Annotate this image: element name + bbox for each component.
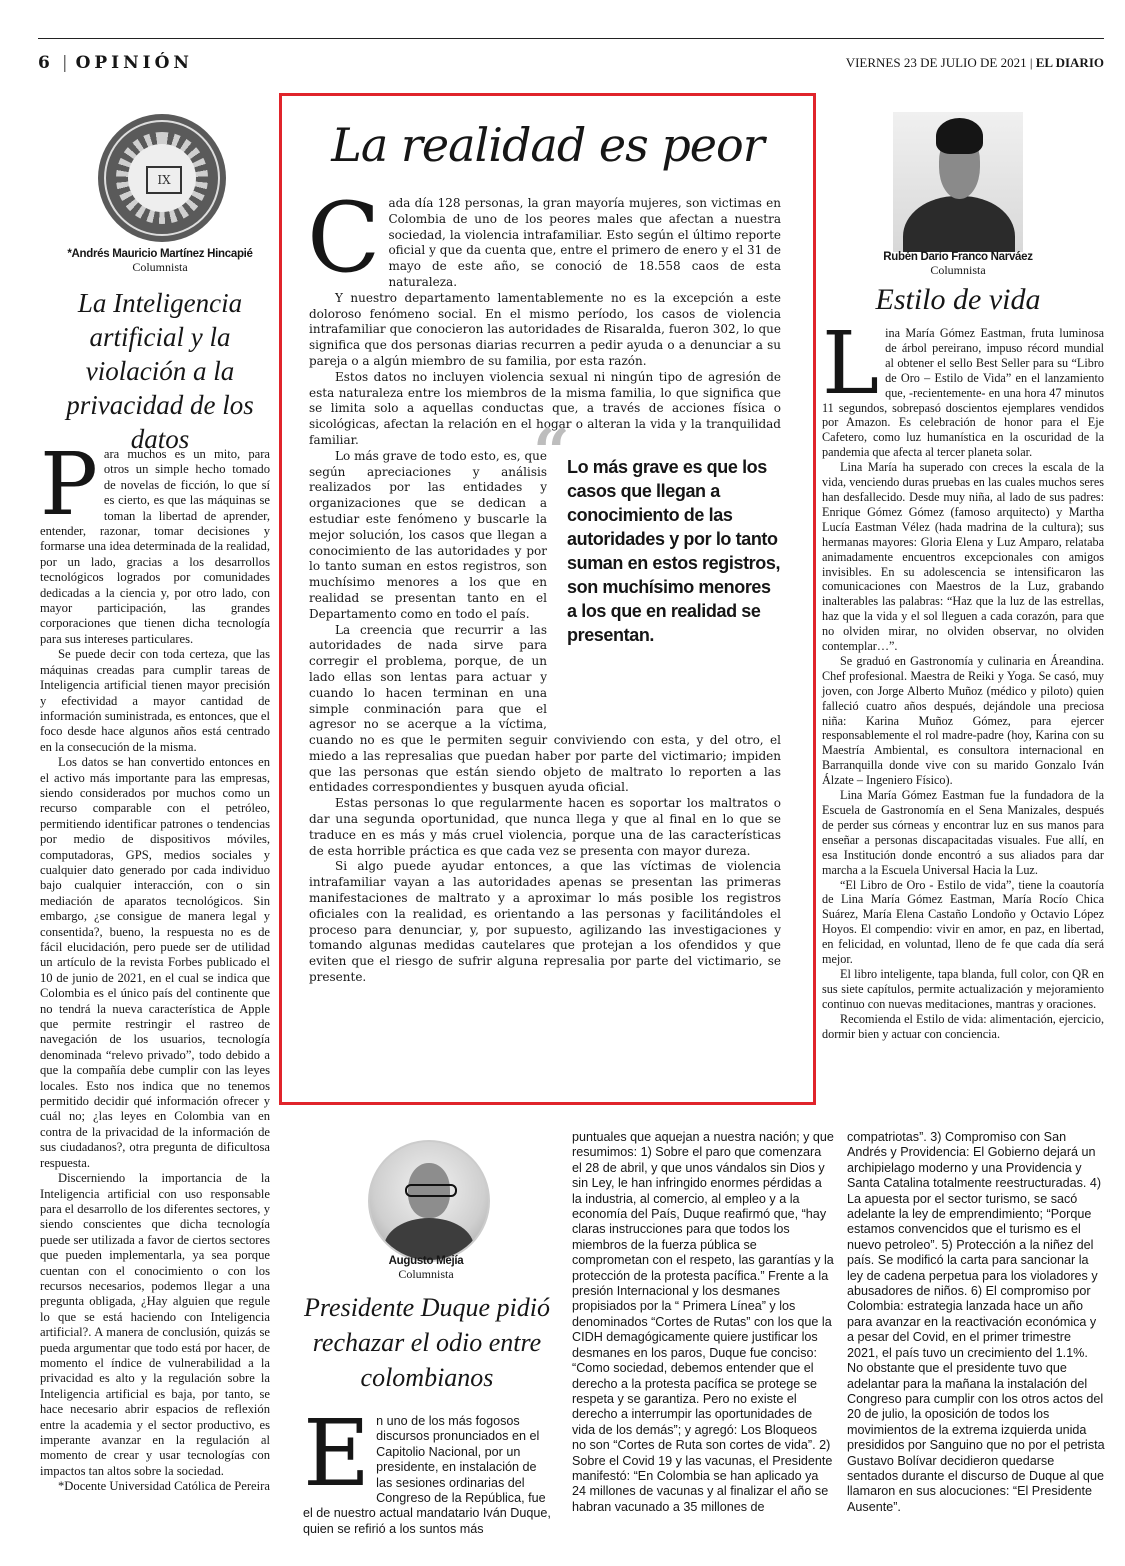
right-author: Rubén Darío Franco Narváez [883,251,1033,263]
editorial-box [279,93,816,1105]
bottom-col-2 [572,1130,834,1515]
editorial-paragraph: Estos datos no incluyen violencia sexual ni ningún tipo de agresión de esta naturaleza entre los miembros de la misma familia, lo que significa que se limita solo a aquellas conductas que, a través de acciones física o sicológicas, afectan la relación en el hogar o alteran la vida y la tranquilidad familiar. [309,369,781,447]
left-title: La Inteligencia artificial y la violación a la privacidad de los datos [66,288,254,454]
section-name: OPINIÓN [75,53,193,73]
bottom-role: Columnista [398,1267,454,1281]
left-author: *Andrés Mauricio Martínez Hincapié [67,248,253,260]
editorial-paragraph: Y nuestro departamento lamentablemente no es la excepción a este doloroso fenómeno social. En el mismo período, los casos de violencia intrafamiliar que conocieron las autoridades de Risaralda, fueron 302, lo que significa que dos personas diarias recurren a pedir ayuda o a denunciar a su pareja o a algún miembro de su familia, por esta razón. [309,290,781,368]
right-paragraph: Recomienda el Estilo de vida: alimentación, ejercicio, dormir bien y actuar con conciencia. [822,1011,1104,1041]
bottom-col-1 [303,1400,553,1537]
left-byline [40,248,280,275]
left-paragraph: Discerniendo la importancia de la Inteligencia artificial con uso responsable para el desarrollo de los diferentes sectores, y siendo conscientes que dicha tecnología puede ser utilizada a favor de ciertos sectores que pueden implementarla, ya sea porque cuentan con el conocimiento o con los recursos necesarios, podemos llegar a una pregunta obligada, ¿Hay alguien que regule lo que se está haciendo con Inteligencia artificial?. A manera de conclusión, quizás se pueda argumentar que todo está por hacer, de momento el índice de vulnerabilidad a la privacidad es alto y la regulación sobre la Inteligencia artificial es baja, por tanto, se hace necesario abrir espacios de reflexión entre la academia y el sector productivo, es imperante avanzar en la regulación al momento de crear y usar tecnologías con impactos tan altos sobre la sociedad. [40,1171,270,1478]
university-seal [98,114,226,242]
right-paragraph: “El Libro de Oro - Estilo de vida”, tiene la coautoría de Lina María Gómez Eastman, María Rocío Chica Suárez, María Elena Castaño Londoño y Octavio López Hoyos. El compendio: vivir en amor, en paz, en libertad, en felicidad, en voluntad, lleno de fe que cada día será mejor. [822,877,1104,967]
quote-mark-icon: “ [533,414,570,490]
issue-separator: | [1029,55,1033,70]
bottom-col-3 [847,1130,1105,1515]
bottom-byline [300,1255,552,1282]
editorial-paragraph: Estas personas lo que regularmente hacen es soportar los maltratos o dar una segunda oportunidad, que nunca llega y que al final en lo que se traduce en es más y más cruel violencia, porque una de las características de esta horrible práctica es que cada vez se presenta con mayor dureza. [309,796,781,858]
left-paragraph: Para muchos es un mito, para otros un simple hecho tomado de novelas de ficción, lo que sí es cierto, es que las máquinas se toman la libertad de aprender, entender, razonar, tomar decisiones y formarse una idea determinada de la realidad, por un lado, gracias a los desarrollos tecnológicos logrados por comunidades dedicadas a la ciencia y, por otro lado, con mayor participación, las grandes corporaciones que tienen dicha tecnología para sus intereses particulares. [40,435,270,646]
editorial-paragraph: Lo más grave de todo esto, es, que según apreciaciones y análisis realizados por las entidades y organizaciones que se dedican a estudiar este fenómeno y buscarle la mejor solución, los casos que llegan a conocimiento de las autoridades y por lo tanto suman en estos registros, son muchísimo menores a los que en realidad se presentan tanto en el Departamento como en todo el país. [309,448,547,621]
right-paragraph: Se graduó en Gastronomía y culinaria en Áreandina. Chef profesional. Maestra de Reiki y Yoga. Se casó, muy joven, con Jorge Alberto Muñoz (médico y piloto) quien falleció cuatro años después, dejándole una preciosa niña: Karina Muñoz Gómez, para ejercer responsablemente el rol madre-padre (hoy, Karina con su Maestría Ambiental, es consultora internacional en Barranquilla donde vive con su marido Gonzalo Iván Álzate – Ingeniero Físico). [822,653,1104,788]
author-photo-round [368,1140,490,1262]
right-paragraph: Lina María Gómez Eastman fue la fundadora de la Escuela de Gastronomía en el Sena Manizales, después de perder sus córneas y encontrar luz en sus manos para enseñar a personas discapacitadas visuales. Fue allí, en esa Institución donde encontró a sus aliados para dar marcha a la Escuela Universal Hacia la Luz. [822,788,1104,877]
header-separator: | [61,53,68,73]
editorial-body [307,182,781,986]
author-photo [893,112,1023,252]
section-label [38,53,193,73]
bottom-paragraph: puntuales que aquejan a nuestra nación; y que resumimos: 1) Sobre el paro que comenzara el 28 de abril, y que unos vándalos sin Dios y sin Ley, le han infringido enormes pérdidas a la industria, al comercio, al empleo y a la economía del País, Duque reafirmó que, “hay claras instrucciones para que todos los miembros de la fuerza pública se comprometan con el respeto, las garantías y la protección de la protesta pacífica.” Frente a la presión Internacional y los desmanes propisiados por la “ Primera Línea” y los denominados “Cortes de Rutas” con los que la CIDH demagógicamente quiere justificar los desmanes en los paros, Duque fue conciso: “Como sociedad, debemos entender que el derecho a la protesta pacífica se protege se respeta y se garantiza. Pero no existe el derecho a interrumpir las oportunidades de vida de los demás”; y agregó: Los Bloqueos no son “Cortes de Ruta son cortes de vida”. 2) Sobre el Covid 19 y las vacunas, el Presidente manifestó: “En Colombia se han aplicado ya 24 millones de vacunas y al finalizar el año se habran vacunado a 35 millones de [572,1130,834,1514]
editorial-paragraph: Cada día 128 personas, la gran mayoría mujeres, son victimas en Colombia de uno de los peores males que afectan a nuestra sociedad, la violencia intrafamiliar. Esto según el último reporte oficial y que da cuenta que, entre el primero de enero y el 31 de mayo de este año, se conoció de 18.558 caos de esta naturaleza. [307,182,781,294]
photo-torso [903,196,1015,252]
right-paragraph: El libro inteligente, tapa blanda, full color, con QR en sus siete capítulos, permite actualización y mejoramiento continuo con nuevas meditaciones, mantras y oraciones. [822,966,1104,1011]
right-title: Estilo de vida [875,283,1041,316]
book-icon: IX [146,166,182,194]
left-signature: *Docente Universidad Católica de Pereira [58,1479,270,1494]
editorial-paragraph: La creencia que recurrir a las autoridades de nada sirve para corregir el problema, porque, de un lado ellas son lentas para actuar y cuando lo hacen terminan en una simple conminación para que el agresor no se acerque a la víctima, cuando no es que le permiten seguir conviviendo con esta, y del otro, el miedo a las represalias que puedan haber por parte del victimario; impiden que las personas que están siendo objeto de maltrato lo reporten a las entidades correspondientes y busquen ayuda oficial. [309,622,781,795]
right-paragraph: Lina María Gómez Eastman, fruta luminosa de árbol pereirano, impuso récord mundial al obtener el sello Best Seller para su “Libro de Oro – Estilo de Vida” en el lanzamiento que, -recientemente- en una hora 47 minutos 11 segundos, sobrepasó doscientos ejemplares vendidos por Amazon. Es celebración de honor para el Eje Cafetero, como luz humanística en la oscuridad de la pandemia que afecta al tercer planeta solar. [822,314,1104,460]
right-byline [840,251,1076,278]
right-dropcap: L [822,314,880,414]
bottom-author: Augusto Mejía [388,1255,464,1267]
issue-info [846,55,1104,71]
bottom-title: Presidente Duque pidió rechazar el odio entre colombianos [304,1293,550,1392]
photo-hair [936,118,983,154]
right-paragraph: Lina María ha superado con creces la escala de la vida, venciendo duras pruebas en las cuales muchos seres han desfallecido. Desde muy niña, al lado de sus padres: Enrique Gómez Gómez (famoso arquitecto) y Martha Lucía Eastman Vélez (hada madrina de la cultura); sus hermanas mayores: Gloria Elena y Luz Amparo, relataba animadamente encuentros excepcionales con amigos invisibles. En su adolescencia se intensificaron las comunicaciones con Maestros de la Luz, grabando inalterables las palabras: “Haz que la luz de las estrellas, haz que la vida y el sol lleguen a cada corazón, para que no olviden mirar, no olviden observar, no olviden contemplar…”. [822,460,1104,654]
page-header [38,38,1104,79]
glasses-icon [405,1184,456,1196]
issue-date: VIERNES 23 DE JULIO DE 2021 [845,55,1027,70]
left-dropcap: P [40,435,98,535]
bottom-paragraph: compatriotas”. 3) Compromiso con San Andrés y Providencia: El Gobierno dejará un archipielago moderno y una Providencia y Santa Catalina totalmente reestructuradas. 4) La apuesta por el sector turismo, se sacó adelante la ley de emprendimiento; “Porque estamos convencidos que el turismo es el nuevo petroleo”. 5) Protección a la niñez del país. Se modificó la carta para sancionar la ley de cadena perpetua para los violadores y abusadores de niños. 6) El compromiso por Colombia: estrategia lanzada hace un año para avanzar en la reactivación económica y a pesar del Covid, en el primer trimestre 2021, el país tuvo un crecimiento del 1.1%. No obstante que el presidente tuvo que adelantar para la mañana la instalación del Congreso para cumplir con los otros actos del 20 de julio, la oposición de todos los movimientos de la extrema izquierda unida presididos por Sanguino que no por el petrista Gustavo Bolívar decidieron quedarse sentados durante el discurso de Duque al que llamaron en sus alocuciones: “El Presidente Ausente”. [847,1130,1105,1514]
left-role: Columnista [132,260,188,274]
pull-quote-text: Lo más grave es que los casos que llegan a conocimiento de las autoridades y por lo tanto suman en estos registros, son muchísimo menores a los que en realidad se presentan. [567,456,781,645]
bottom-paragraph: En uno de los más fogosos discursos pronunciados en el Capitolio Nacional, por un presidente, en instalación de las sesiones ordinarias del Congreso de la República, fue el de nuestro actual mandatario Iván Duque, quien se refirió a los suntos más [303,1400,551,1536]
editorial-title: La realidad es peor [331,118,764,172]
left-paragraph: Los datos se han convertido entonces en el activo más importante para las empresas, siendo considerados por muchos como un recurso comparable con el petróleo, permitiendo identificar patrones o tendencias por medio de dispositivos móviles, computadoras, GPS, medios sociales y cualquier dato generado por cada individuo bajo cualquier interacción, con o sin mediación de aparatos tecnológicos. Sin embargo, ¿se consigue de manera legal y consentida?, bueno, la respuesta no es de fácil elucidación, pero puede ser de utilidad un artículo de la revista Forbes publicado el 10 de junio de 2021, en el cual se indica que Colombia es el único país del continente que no tendrá la nueva característica de Apple que permite restringir el rastreo de navegación de los usuarios, tecnología denominada “relevo privado”, todo debido a que la compañía debe cumplir con las leyes locales. Esto nos indica que no tenemos permitido decidir qué información ofrecer y cuál no; ¿las leyes en Colombia van en contra de la privacidad de la información de sus ciudadanos?, otra pregunta de dificultosa respuesta. [40,755,270,1170]
editorial-dropcap: C [307,182,381,294]
pull-quote [533,414,781,717]
right-role: Columnista [930,263,986,277]
left-paragraph: Se puede decir con toda certeza, que las máquinas creadas para cumplir tareas de Inteligencia artificial tienen mayor precisión y efectividad a mayor cantidad de información suministrada, es entonces, que el foco desde hace algunos años está centrado en la consecución de la misma. [40,647,270,754]
bottom-dropcap: E [303,1400,371,1507]
paper-name: EL DIARIO [1035,55,1104,70]
page-number: 6 [38,53,54,73]
right-article-body [822,314,1104,1042]
left-article-body [40,435,270,1495]
editorial-paragraph: Si algo puede ayudar entonces, a que las víctimas de violencia intrafamiliar vayan a las autoridades apenas se presentan las primeras manifestaciones de maltrato y a aproximar lo más posible los registros oficiales con la realidad, es orientando a las personas y facilitándoles el proceso para denunciar, y, por supuesto, agilizando las investigaciones y tomando algunas medidas cautelares que protejan a los ofendidos y que eviten que el riesgo de sufrir alguna represalia por parte del victimario, se presente. [309,859,781,985]
